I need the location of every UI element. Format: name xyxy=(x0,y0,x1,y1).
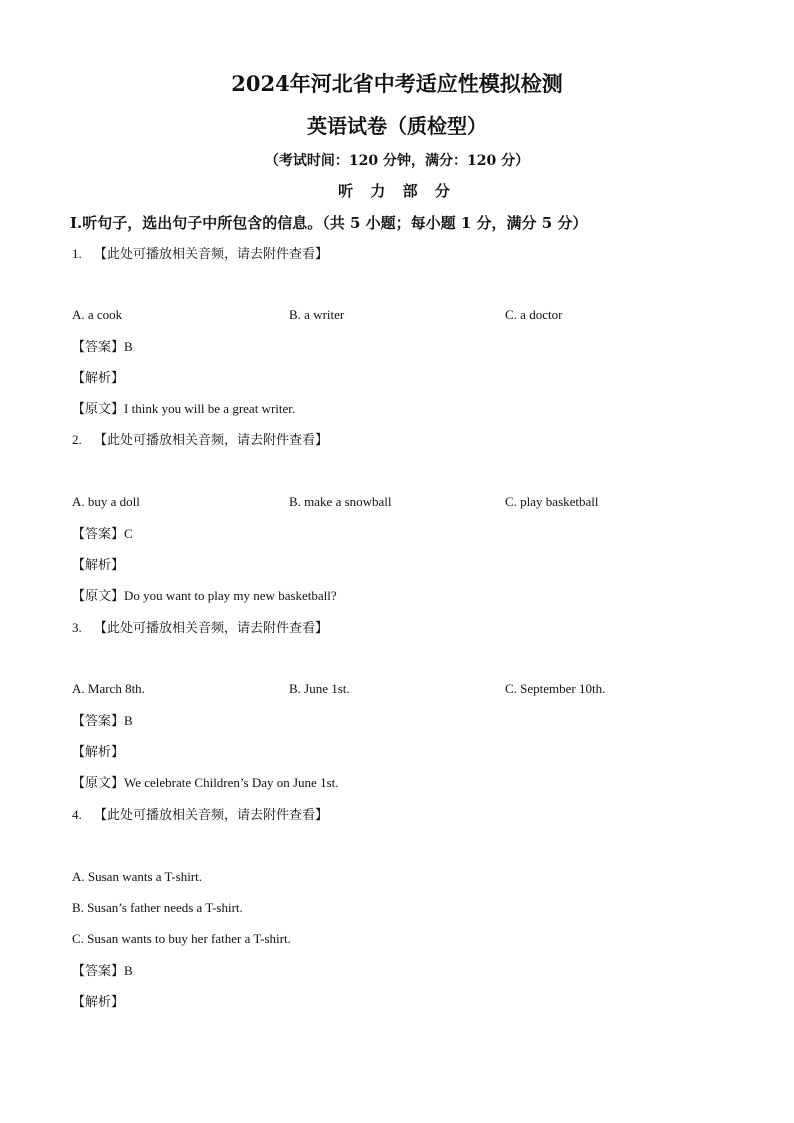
question-number: 3. xyxy=(72,620,82,635)
transcript-label: 【原文】 xyxy=(72,589,125,604)
q2-answer xyxy=(72,525,133,544)
q3-answer xyxy=(72,712,133,731)
answer-label: 【答案】 xyxy=(72,714,125,729)
q1-analysis xyxy=(72,369,124,388)
answer-value: B xyxy=(124,339,133,354)
q2-option-c: C. play basketball xyxy=(505,494,599,509)
audio-placeholder: 【此处可播放相关音频，请去附件查看】 xyxy=(94,808,329,823)
audio-placeholder: 【此处可播放相关音频，请去附件查看】 xyxy=(94,433,329,448)
transcript-label: 【原文】 xyxy=(72,402,125,417)
transcript-label: 【原文】 xyxy=(72,776,125,791)
q3-option-c: C. September 10th. xyxy=(505,681,606,696)
q3-option-b: B. June 1st. xyxy=(289,681,350,696)
transcript-text: I think you will be a great writer. xyxy=(124,401,296,416)
analysis-label: 【解析】 xyxy=(72,995,125,1010)
q2-transcript xyxy=(72,587,337,606)
transcript-text: Do you want to play my new basketball? xyxy=(124,588,337,603)
answer-value: B xyxy=(124,713,133,728)
q1-option-b: B. a writer xyxy=(289,307,345,322)
answer-label: 【答案】 xyxy=(72,527,125,542)
q4-analysis xyxy=(72,993,124,1012)
q3-transcript xyxy=(72,774,339,793)
analysis-label: 【解析】 xyxy=(72,558,125,573)
question-number: 2. xyxy=(72,432,82,447)
answer-value: C xyxy=(124,526,133,541)
section-heading: Ⅰ.听句子，选出句子中所包含的信息。（共 5 小题；每小题 1 分，满分 5 分） xyxy=(70,214,588,232)
exam-info: （考试时间：120 分钟，满分：120 分） xyxy=(264,153,530,169)
question-number: 4. xyxy=(72,807,82,822)
audio-placeholder: 【此处可播放相关音频，请去附件查看】 xyxy=(94,621,329,636)
question-2 xyxy=(72,431,328,450)
question-1 xyxy=(72,245,328,264)
q4-option-a: A. Susan wants a T-shirt. xyxy=(72,869,202,884)
answer-label: 【答案】 xyxy=(72,340,125,355)
q1-option-a: A. a cook xyxy=(72,307,123,322)
analysis-label: 【解析】 xyxy=(72,745,125,760)
answer-value: B xyxy=(124,963,133,978)
q4-answer xyxy=(72,962,133,981)
question-number: 1. xyxy=(72,246,82,261)
question-4 xyxy=(72,806,328,825)
q1-transcript xyxy=(72,400,295,419)
q2-option-a: A. buy a doll xyxy=(72,494,140,509)
analysis-label: 【解析】 xyxy=(72,371,125,386)
exam-title: 2024年河北省中考适应性模拟检测 xyxy=(231,71,563,96)
question-3 xyxy=(72,619,328,638)
q2-analysis xyxy=(72,556,124,575)
exam-subtitle: 英语试卷（质检型） xyxy=(307,114,487,138)
q3-analysis xyxy=(72,743,124,762)
q3-option-a: A. March 8th. xyxy=(72,681,145,696)
answer-label: 【答案】 xyxy=(72,964,125,979)
q1-option-c: C. a doctor xyxy=(505,307,563,322)
q2-option-b: B. make a snowball xyxy=(289,494,392,509)
q4-option-b: B. Susan’s father needs a T-shirt. xyxy=(72,900,243,915)
audio-placeholder: 【此处可播放相关音频，请去附件查看】 xyxy=(94,247,329,262)
transcript-text: We celebrate Children’s Day on June 1st. xyxy=(124,775,339,790)
q4-option-c: C. Susan wants to buy her father a T-shirt. xyxy=(72,931,291,946)
part-label: 听 力 部 分 xyxy=(338,182,456,200)
q1-answer xyxy=(72,338,133,357)
